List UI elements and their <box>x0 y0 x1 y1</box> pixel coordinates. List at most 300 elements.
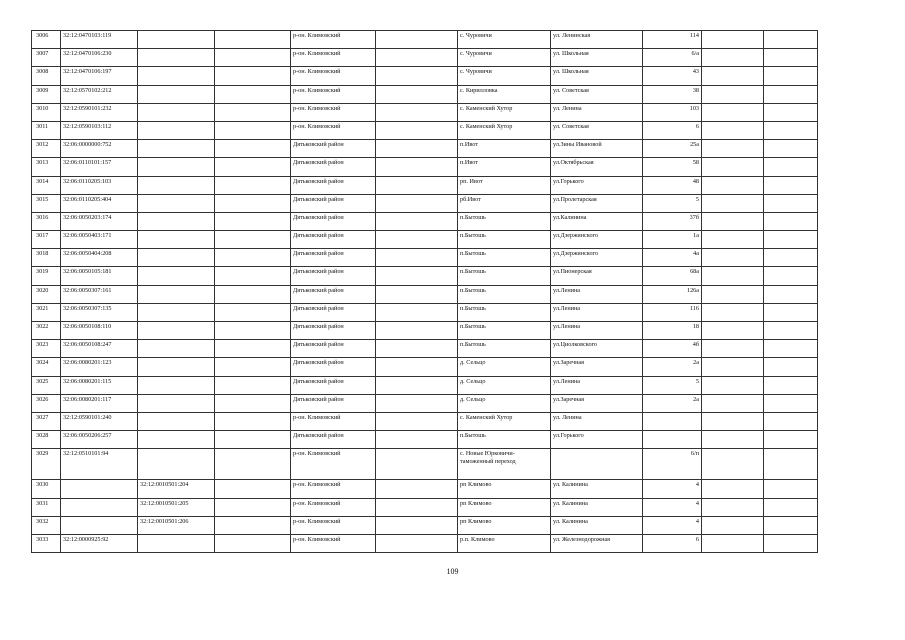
table-cell <box>702 358 764 376</box>
table-cell <box>764 158 818 176</box>
table-cell <box>376 103 458 121</box>
table-row <box>32 121 818 139</box>
table-cell: Дятьковский район <box>291 158 376 176</box>
table-cell: ул. Железнодорожная <box>551 534 643 552</box>
table-cell: 32:06:0050105:181 <box>61 267 138 285</box>
table-cell <box>764 534 818 552</box>
table-cell: 3029 <box>32 449 61 480</box>
table-cell <box>376 121 458 139</box>
table-cell: 32:12:0470106:197 <box>61 67 138 85</box>
table-cell <box>702 231 764 249</box>
table-cell <box>764 285 818 303</box>
table-cell <box>376 449 458 480</box>
table-cell <box>215 534 291 552</box>
table-cell <box>138 340 215 358</box>
table-cell: ул. Ленина <box>551 103 643 121</box>
table-cell <box>702 85 764 103</box>
table-row <box>32 194 818 212</box>
table-cell <box>764 49 818 67</box>
table-cell <box>702 67 764 85</box>
table-cell <box>215 176 291 194</box>
table-cell: 3012 <box>32 140 61 158</box>
registry-table <box>31 30 818 553</box>
table-cell <box>376 67 458 85</box>
table-cell: 32:12:0590101:240 <box>61 412 138 430</box>
table-cell <box>764 121 818 139</box>
table-cell: 58 <box>643 158 702 176</box>
table-cell <box>702 534 764 552</box>
table-cell <box>376 231 458 249</box>
table-row <box>32 376 818 394</box>
table-cell: Дятьковский район <box>291 285 376 303</box>
table-cell <box>138 212 215 230</box>
table-cell <box>702 322 764 340</box>
table-cell: д. Сельцо <box>458 358 551 376</box>
table-cell <box>764 322 818 340</box>
table-row <box>32 431 818 449</box>
table-cell: 2а <box>643 394 702 412</box>
table-cell <box>551 449 643 480</box>
table-cell <box>764 340 818 358</box>
table-cell: р-он. Климовский <box>291 85 376 103</box>
table-cell <box>376 303 458 321</box>
table-cell <box>138 103 215 121</box>
table-cell: 116 <box>643 303 702 321</box>
table-cell: ул. Калинина <box>551 480 643 498</box>
table-row <box>32 412 818 430</box>
table-cell: ул.Заречная <box>551 394 643 412</box>
table-cell <box>764 85 818 103</box>
table-cell: 3026 <box>32 394 61 412</box>
table-cell <box>702 516 764 534</box>
table-cell: п.Бытошь <box>458 267 551 285</box>
table-cell: 3027 <box>32 412 61 430</box>
table-cell: ул.Зины Ивановой <box>551 140 643 158</box>
table-cell: п.Ивот <box>458 140 551 158</box>
table-cell: рб.Ивот <box>458 194 551 212</box>
table-cell <box>376 376 458 394</box>
table-cell <box>215 516 291 534</box>
table-cell <box>138 158 215 176</box>
table-cell: 32:06:0050206:257 <box>61 431 138 449</box>
table-cell: 32:06:0080201:117 <box>61 394 138 412</box>
table-cell <box>376 194 458 212</box>
table-cell: 32:06:0110101:157 <box>61 158 138 176</box>
table-cell <box>376 534 458 552</box>
table-cell: р.п. Климово <box>458 534 551 552</box>
table-cell: 3021 <box>32 303 61 321</box>
table-cell: 32:12:0470103:119 <box>61 31 138 49</box>
table-cell: 32:06:0050404:208 <box>61 249 138 267</box>
table-cell: п.Бытошь <box>458 212 551 230</box>
table-cell <box>215 322 291 340</box>
table-cell: 32:12:0510101:94 <box>61 449 138 480</box>
table-cell <box>764 394 818 412</box>
table-cell: 32:12:0570102:212 <box>61 85 138 103</box>
table-row <box>32 231 818 249</box>
table-row <box>32 358 818 376</box>
table-cell <box>376 85 458 103</box>
table-cell: Дятьковский район <box>291 340 376 358</box>
table-cell <box>138 412 215 430</box>
table-cell: ул.Пионерская <box>551 267 643 285</box>
table-cell <box>702 212 764 230</box>
table-cell <box>764 140 818 158</box>
table-row <box>32 49 818 67</box>
table-cell: с. Чуровичи <box>458 49 551 67</box>
table-cell: 3020 <box>32 285 61 303</box>
table-cell <box>376 49 458 67</box>
table-cell <box>61 480 138 498</box>
table-cell <box>702 412 764 430</box>
table-cell: р-он. Климовский <box>291 121 376 139</box>
table-body <box>32 31 818 553</box>
table-cell: рп Климово <box>458 516 551 534</box>
table-cell: 43 <box>643 67 702 85</box>
table-cell: 32:06:0050307:161 <box>61 285 138 303</box>
table-cell <box>764 103 818 121</box>
table-cell: 4а <box>643 249 702 267</box>
table-cell <box>215 212 291 230</box>
table-cell: 38 <box>643 85 702 103</box>
table-cell <box>376 340 458 358</box>
table-cell <box>702 103 764 121</box>
table-cell: 3025 <box>32 376 61 394</box>
table-cell: 3017 <box>32 231 61 249</box>
table-cell: ул. Советская <box>551 85 643 103</box>
table-cell: с. Чуровичи <box>458 31 551 49</box>
table-cell: 32:06:0050108:110 <box>61 322 138 340</box>
table-cell <box>215 412 291 430</box>
table-cell: Дятьковский район <box>291 249 376 267</box>
table-cell <box>702 121 764 139</box>
table-cell: р-он. Климовский <box>291 498 376 516</box>
table-cell: 126а <box>643 285 702 303</box>
table-cell: 6 <box>643 121 702 139</box>
table-cell: р-он. Климовский <box>291 449 376 480</box>
table-cell: ул.Горького <box>551 176 643 194</box>
table-cell: п.Бытошь <box>458 249 551 267</box>
table-cell <box>376 212 458 230</box>
table-cell <box>764 31 818 49</box>
table-cell <box>702 449 764 480</box>
table-cell <box>702 303 764 321</box>
table-cell: ул.Калинина <box>551 212 643 230</box>
table-cell: 3022 <box>32 322 61 340</box>
table-cell: 32:12:0010501:205 <box>138 498 215 516</box>
table-cell <box>138 322 215 340</box>
table-cell: 3030 <box>32 480 61 498</box>
table-cell <box>702 194 764 212</box>
table-cell <box>138 267 215 285</box>
table-cell: 114 <box>643 31 702 49</box>
table-cell: 25а <box>643 140 702 158</box>
table-cell: с. Каменский Хутор <box>458 121 551 139</box>
table-cell <box>376 498 458 516</box>
table-cell <box>376 140 458 158</box>
table-cell <box>215 480 291 498</box>
table-cell <box>215 376 291 394</box>
table-cell: ул. Калинина <box>551 498 643 516</box>
table-cell: 3014 <box>32 176 61 194</box>
table-cell <box>215 121 291 139</box>
table-cell: 3024 <box>32 358 61 376</box>
table-cell: 3032 <box>32 516 61 534</box>
table-cell <box>138 231 215 249</box>
table-cell <box>215 194 291 212</box>
table-cell: Дятьковский район <box>291 358 376 376</box>
table-cell <box>376 31 458 49</box>
table-cell: р-он. Климовский <box>291 67 376 85</box>
table-row <box>32 103 818 121</box>
table-row <box>32 31 818 49</box>
table-cell <box>643 431 702 449</box>
table-cell <box>138 358 215 376</box>
table-cell <box>764 303 818 321</box>
table-cell <box>764 412 818 430</box>
table-cell: п.Бытошь <box>458 340 551 358</box>
table-cell <box>376 267 458 285</box>
table-cell: р-он. Климовский <box>291 480 376 498</box>
table-cell: 18 <box>643 322 702 340</box>
table-cell <box>138 303 215 321</box>
table-cell: Дятьковский район <box>291 376 376 394</box>
table-cell <box>215 31 291 49</box>
table-cell <box>215 67 291 85</box>
table-cell: 103 <box>643 103 702 121</box>
table-cell: ул.Дзержинского <box>551 249 643 267</box>
table-cell <box>764 449 818 480</box>
table-cell: 37б <box>643 212 702 230</box>
table-cell: ул.Ленина <box>551 376 643 394</box>
table-cell <box>764 231 818 249</box>
table-cell: ул. Советская <box>551 121 643 139</box>
table-row <box>32 516 818 534</box>
table-row <box>32 303 818 321</box>
table-cell <box>138 534 215 552</box>
table-cell <box>138 285 215 303</box>
table-cell <box>376 431 458 449</box>
table-cell: Дятьковский район <box>291 231 376 249</box>
table-row <box>32 67 818 85</box>
table-cell <box>643 412 702 430</box>
table-cell: 3028 <box>32 431 61 449</box>
table-cell <box>702 480 764 498</box>
table-row <box>32 480 818 498</box>
table-cell <box>215 285 291 303</box>
table-cell: 32:12:0590101:232 <box>61 103 138 121</box>
table-cell: д. Сельцо <box>458 376 551 394</box>
table-row <box>32 340 818 358</box>
table-cell: Дятьковский район <box>291 194 376 212</box>
table-cell: п.Бытошь <box>458 303 551 321</box>
table-cell <box>764 358 818 376</box>
table-cell <box>702 140 764 158</box>
table-cell <box>702 31 764 49</box>
table-cell: 32:06:0110205:404 <box>61 194 138 212</box>
table-cell <box>376 158 458 176</box>
table-cell <box>138 249 215 267</box>
table-cell: 6/а <box>643 49 702 67</box>
table-cell <box>702 267 764 285</box>
table-cell: р-он. Климовский <box>291 412 376 430</box>
table-cell: 3016 <box>32 212 61 230</box>
table-cell <box>138 67 215 85</box>
table-cell <box>764 480 818 498</box>
table-cell: р-он. Климовский <box>291 534 376 552</box>
table-cell: с. Чуровичи <box>458 67 551 85</box>
table-cell <box>215 303 291 321</box>
table-cell: 3031 <box>32 498 61 516</box>
table-row <box>32 267 818 285</box>
table-cell <box>702 158 764 176</box>
table-cell: рп Климово <box>458 480 551 498</box>
table-cell: Дятьковский район <box>291 303 376 321</box>
table-cell: ул. Ленинская <box>551 31 643 49</box>
table-row <box>32 285 818 303</box>
table-cell: рп Климово <box>458 498 551 516</box>
table-cell: 32:06:0000000:752 <box>61 140 138 158</box>
table-cell: 32:06:0050108:247 <box>61 340 138 358</box>
table-cell <box>215 103 291 121</box>
table-cell: 68а <box>643 267 702 285</box>
table-cell <box>215 394 291 412</box>
table-cell: ул. Калинина <box>551 516 643 534</box>
table-cell: 3008 <box>32 67 61 85</box>
table-cell <box>376 249 458 267</box>
table-cell: п.Ивот <box>458 158 551 176</box>
table-cell: 32:12:0470106:230 <box>61 49 138 67</box>
table-cell: ул. Школьная <box>551 67 643 85</box>
table-cell <box>61 498 138 516</box>
table-cell: 1а <box>643 231 702 249</box>
table-cell: Дятьковский район <box>291 431 376 449</box>
table-row <box>32 140 818 158</box>
table-cell: 3019 <box>32 267 61 285</box>
table-cell <box>702 249 764 267</box>
table-row <box>32 176 818 194</box>
table-cell <box>376 412 458 430</box>
table-cell: 3007 <box>32 49 61 67</box>
table-cell: Дятьковский район <box>291 394 376 412</box>
table-cell: 32:12:0000925:92 <box>61 534 138 552</box>
table-cell: ул.Октябрьская <box>551 158 643 176</box>
table-cell: 4б <box>643 340 702 358</box>
table-cell: ул.Горького <box>551 431 643 449</box>
table-cell <box>138 376 215 394</box>
table-cell <box>702 285 764 303</box>
table-cell <box>702 340 764 358</box>
table-cell: 4 <box>643 480 702 498</box>
table-cell <box>215 249 291 267</box>
table-cell: Дятьковский район <box>291 322 376 340</box>
table-cell: 3013 <box>32 158 61 176</box>
table-row <box>32 498 818 516</box>
table-cell: Дятьковский район <box>291 267 376 285</box>
table-cell <box>764 212 818 230</box>
table-cell <box>702 498 764 516</box>
table-cell: 3023 <box>32 340 61 358</box>
table-cell <box>61 516 138 534</box>
table-cell <box>138 85 215 103</box>
table-cell: п.Бытошь <box>458 285 551 303</box>
table-cell <box>764 176 818 194</box>
table-cell: 32:06:0050203:174 <box>61 212 138 230</box>
table-cell <box>764 67 818 85</box>
table-cell <box>764 516 818 534</box>
table-cell <box>764 498 818 516</box>
table-cell <box>138 31 215 49</box>
table-row <box>32 449 818 480</box>
table-cell: 32:06:0110205:103 <box>61 176 138 194</box>
table-cell <box>764 376 818 394</box>
table-cell <box>215 231 291 249</box>
table-cell <box>138 431 215 449</box>
table-cell: п.Бытошь <box>458 322 551 340</box>
table-cell: ул.Ленина <box>551 322 643 340</box>
table-row <box>32 212 818 230</box>
table-cell: п.Бытошь <box>458 431 551 449</box>
table-cell <box>376 394 458 412</box>
table-row <box>32 249 818 267</box>
table-cell: 6/п <box>643 449 702 480</box>
table-cell <box>702 376 764 394</box>
table-cell: р-он. Климовский <box>291 103 376 121</box>
table-cell: 3018 <box>32 249 61 267</box>
table-cell <box>215 49 291 67</box>
page-number: 109 <box>446 567 459 576</box>
table-cell <box>764 267 818 285</box>
table-cell: 5 <box>643 376 702 394</box>
table-cell: 3033 <box>32 534 61 552</box>
table-cell: 3015 <box>32 194 61 212</box>
table-cell <box>376 176 458 194</box>
table-cell <box>215 267 291 285</box>
table-cell <box>764 249 818 267</box>
table-cell <box>376 285 458 303</box>
table-cell: с. Новые Юрковичи-таможенный переход <box>458 449 551 480</box>
table-cell: р-он. Климовский <box>291 49 376 67</box>
table-cell: рп. Ивот <box>458 176 551 194</box>
table-cell: 3009 <box>32 85 61 103</box>
table-cell: 32:06:0080201:115 <box>61 376 138 394</box>
table-cell <box>702 394 764 412</box>
table-cell <box>138 176 215 194</box>
table-cell: 5 <box>643 194 702 212</box>
table-cell: 32:12:0010501:206 <box>138 516 215 534</box>
table-cell <box>702 176 764 194</box>
table-cell: 2а <box>643 358 702 376</box>
table-cell: с. Кирилловка <box>458 85 551 103</box>
table-cell <box>215 85 291 103</box>
table-cell <box>764 194 818 212</box>
table-cell: п.Бытошь <box>458 231 551 249</box>
table-cell: 32:06:0080201:123 <box>61 358 138 376</box>
table-cell: Дятьковский район <box>291 140 376 158</box>
table-cell <box>215 449 291 480</box>
table-cell <box>764 431 818 449</box>
table-cell <box>376 480 458 498</box>
table-cell <box>215 158 291 176</box>
table-cell: ул.Заречная <box>551 358 643 376</box>
table-cell: 32:12:0010501:204 <box>138 480 215 498</box>
table-cell: 3011 <box>32 121 61 139</box>
table-cell <box>138 394 215 412</box>
table-cell: р-он. Климовский <box>291 31 376 49</box>
table-cell <box>138 140 215 158</box>
table-cell <box>376 516 458 534</box>
table-row <box>32 534 818 552</box>
